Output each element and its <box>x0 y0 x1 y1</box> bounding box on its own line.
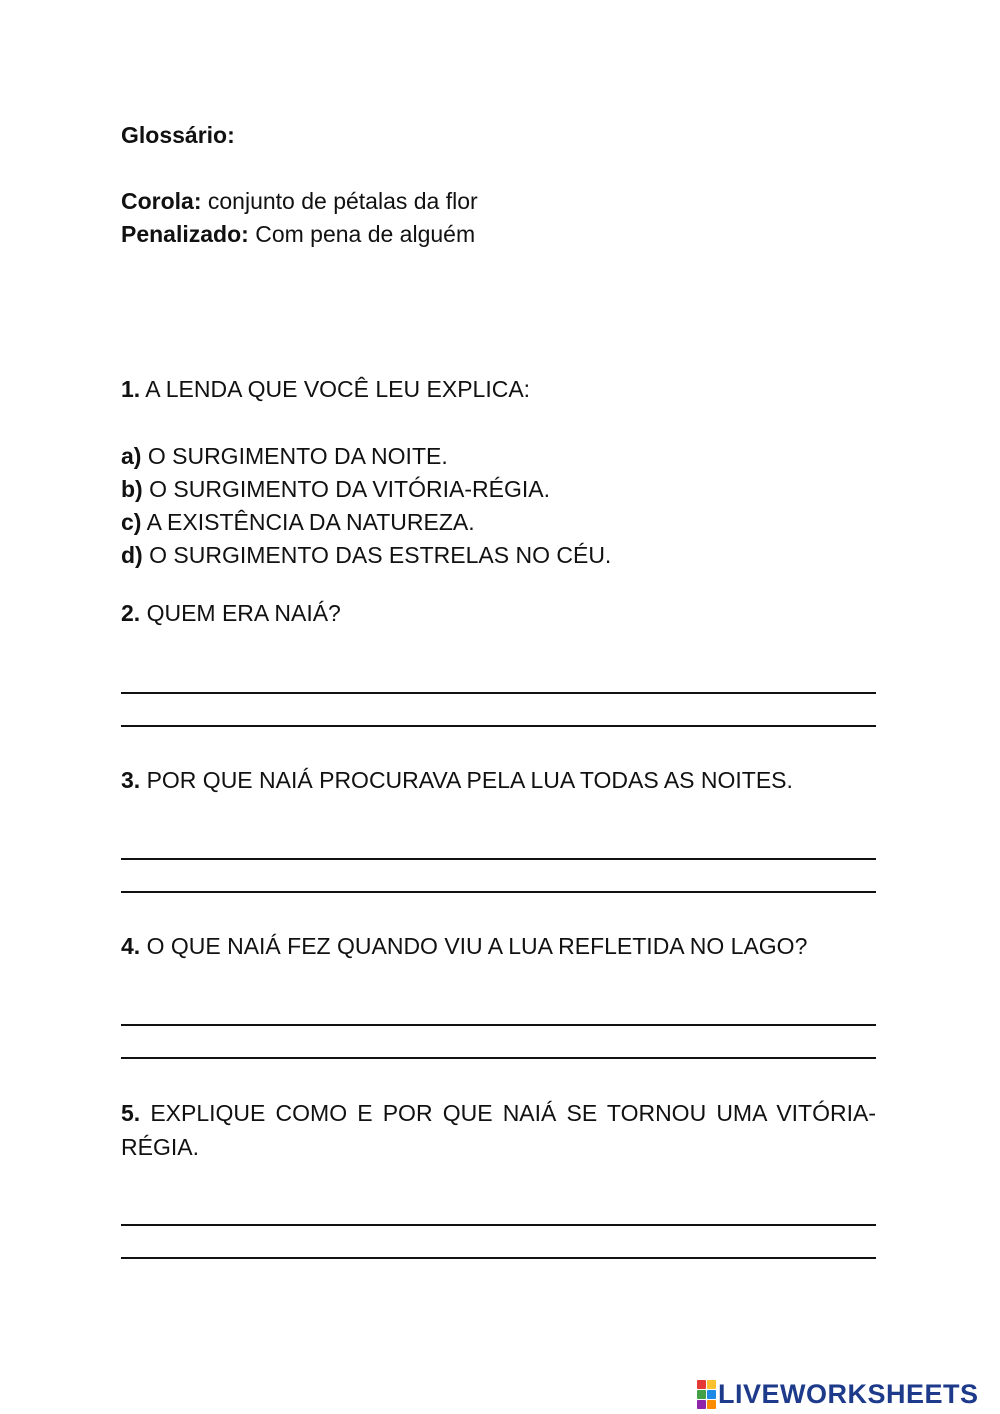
logo-text: LIVEWORKSHEETS <box>718 1378 979 1409</box>
glossary-term: Penalizado: <box>121 221 249 247</box>
question-2 <box>121 597 341 630</box>
answer-line[interactable] <box>121 1224 876 1226</box>
answer-line[interactable] <box>121 858 876 860</box>
answer-line[interactable] <box>121 692 876 694</box>
option-letter: d) <box>121 542 143 568</box>
question-text: QUEM ERA NAIÁ? <box>140 600 341 626</box>
question-text: POR QUE NAIÁ PROCURAVA PELA LUA TODAS AS NOITES. <box>140 767 793 793</box>
option-text: O SURGIMENTO DAS ESTRELAS NO CÉU. <box>142 542 612 568</box>
question-4 <box>121 930 807 963</box>
liveworksheets-logo <box>697 1377 979 1411</box>
option-text: A EXISTÊNCIA DA NATUREZA. <box>141 509 475 535</box>
glossary-heading: Glossário: <box>121 122 235 148</box>
question-number: 5. <box>121 1100 141 1126</box>
option-letter: c) <box>121 509 142 535</box>
question-number: 3. <box>121 767 141 793</box>
question-text: O QUE NAIÁ FEZ QUANDO VIU A LUA REFLETIDA NO LAGO? <box>140 933 808 959</box>
worksheet-page <box>121 0 876 1414</box>
question-text: A LENDA QUE VOCÊ LEU EXPLICA: <box>140 376 531 402</box>
glossary-term: Corola: <box>121 188 202 214</box>
question-number: 1. <box>121 376 141 402</box>
answer-line[interactable] <box>121 891 876 893</box>
glossary-entry-penalizado <box>121 218 475 251</box>
question-number: 4. <box>121 933 141 959</box>
question-1 <box>121 373 530 406</box>
option-a[interactable] <box>121 440 448 473</box>
glossary-entry-corola <box>121 185 478 218</box>
glossary-definition: conjunto de pétalas da flor <box>201 188 478 214</box>
option-d[interactable] <box>121 539 611 572</box>
option-c[interactable] <box>121 506 475 539</box>
option-text: O SURGIMENTO DA VITÓRIA-RÉGIA. <box>142 476 550 502</box>
option-b[interactable] <box>121 473 550 506</box>
answer-line[interactable] <box>121 1257 876 1259</box>
answer-line[interactable] <box>121 1024 876 1026</box>
option-text: O SURGIMENTO DA NOITE. <box>141 443 448 469</box>
answer-line[interactable] <box>121 725 876 727</box>
question-5 <box>121 1096 876 1164</box>
logo-mark-icon <box>697 1380 716 1409</box>
question-number: 2. <box>121 600 141 626</box>
option-letter: a) <box>121 443 142 469</box>
question-text: EXPLIQUE COMO E POR QUE NAIÁ SE TORNOU UMA VITÓRIA-RÉGIA. <box>121 1100 876 1160</box>
option-letter: b) <box>121 476 143 502</box>
question-3 <box>121 764 793 797</box>
answer-line[interactable] <box>121 1057 876 1059</box>
glossary-definition: Com pena de alguém <box>248 221 476 247</box>
